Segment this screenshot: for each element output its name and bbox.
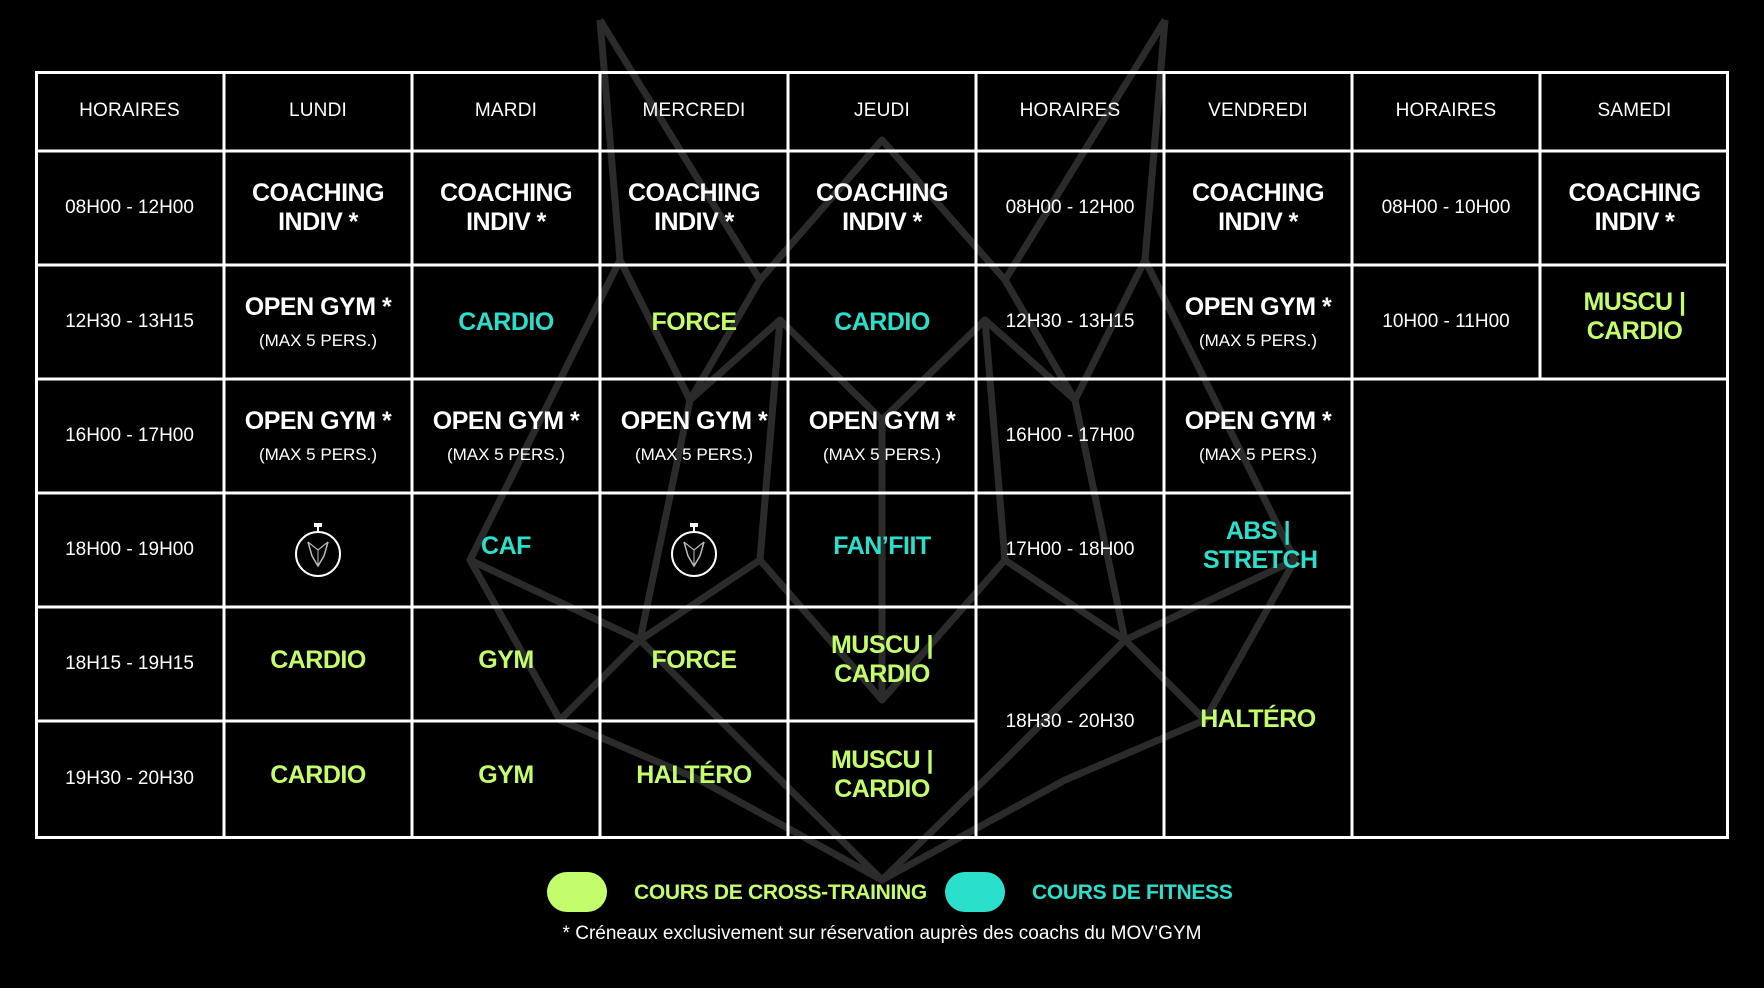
class-cell bbox=[788, 265, 976, 379]
class-cell bbox=[788, 721, 976, 837]
class-name: HALTÉRO bbox=[636, 760, 752, 789]
class-cell bbox=[600, 151, 788, 265]
fitness-swatch bbox=[945, 872, 1005, 912]
class-cell bbox=[788, 151, 976, 265]
class-cell bbox=[412, 721, 600, 837]
class-capacity: (MAX 5 PERS.) bbox=[1198, 445, 1318, 464]
class-capacity: (MAX 5 PERS.) bbox=[258, 445, 378, 464]
class-name: COACHING INDIV * bbox=[815, 179, 949, 236]
class-name: HALTÉRO bbox=[1200, 704, 1316, 733]
class-cell bbox=[224, 151, 412, 265]
class-cell bbox=[1164, 493, 1352, 607]
time-slot: 17H00 - 18H00 bbox=[1005, 539, 1135, 560]
header-horaires: HORAIRES bbox=[79, 100, 180, 121]
class-cell bbox=[600, 607, 788, 721]
class-cell bbox=[788, 607, 976, 721]
class-cell bbox=[412, 493, 600, 607]
class-cell bbox=[224, 607, 412, 721]
class-name: COACHING INDIV * bbox=[627, 179, 761, 236]
class-cell bbox=[600, 265, 788, 379]
header-lundi: LUNDI bbox=[288, 100, 347, 121]
time-slot: 18H15 - 19H15 bbox=[65, 653, 194, 674]
class-name: MUSCU | CARDIO bbox=[830, 631, 934, 688]
time-slot: 08H00 - 12H00 bbox=[1005, 197, 1135, 218]
time-slot: 18H30 - 20H30 bbox=[1005, 711, 1135, 732]
class-name: OPEN GYM * bbox=[1184, 293, 1332, 321]
header-mardi: MARDI bbox=[474, 100, 538, 121]
class-cell bbox=[1540, 265, 1729, 379]
time-slot: 19H30 - 20H30 bbox=[65, 768, 194, 789]
class-name: FORCE bbox=[651, 307, 737, 336]
class-name: FAN’FIIT bbox=[833, 531, 931, 560]
class-name: COACHING INDIV * bbox=[439, 179, 573, 236]
class-name: CARDIO bbox=[458, 307, 554, 336]
class-cell bbox=[412, 607, 600, 721]
cross-training-swatch bbox=[547, 872, 607, 912]
class-cell bbox=[600, 379, 788, 493]
wolf-stopwatch-icon bbox=[668, 522, 720, 578]
class-name: ABS | STRETCH bbox=[1203, 517, 1318, 574]
class-cell bbox=[224, 721, 412, 837]
time-slot: 08H00 - 10H00 bbox=[1381, 197, 1511, 218]
time-slot: 16H00 - 17H00 bbox=[65, 425, 194, 446]
class-cell bbox=[1164, 379, 1352, 493]
footnote: * Créneaux exclusivement sur réservation auprès des coachs du MOV’GYM bbox=[562, 923, 1202, 944]
class-cell bbox=[600, 721, 788, 837]
class-name: CARDIO bbox=[834, 307, 930, 336]
class-cell bbox=[1540, 151, 1729, 265]
class-cell bbox=[224, 493, 412, 607]
class-name: GYM bbox=[478, 760, 534, 789]
class-cell bbox=[600, 493, 788, 607]
legend-fitness-label: COURS DE FITNESS bbox=[1032, 881, 1233, 904]
class-name: OPEN GYM * bbox=[620, 407, 768, 435]
header-horaires-samedi: HORAIRES bbox=[1395, 100, 1497, 121]
class-name: MUSCU | CARDIO bbox=[830, 746, 934, 803]
time-slot: 10H00 - 11H00 bbox=[1382, 311, 1510, 332]
time-slot: 12H30 - 13H15 bbox=[65, 311, 194, 332]
class-name: OPEN GYM * bbox=[432, 407, 580, 435]
class-name: COACHING INDIV * bbox=[251, 179, 385, 236]
class-cell bbox=[224, 379, 412, 493]
class-capacity: (MAX 5 PERS.) bbox=[822, 445, 942, 464]
class-capacity: (MAX 5 PERS.) bbox=[634, 445, 754, 464]
header-horaires-vendredi: HORAIRES bbox=[1019, 100, 1121, 121]
class-cell bbox=[224, 265, 412, 379]
class-capacity: (MAX 5 PERS.) bbox=[446, 445, 566, 464]
class-cell bbox=[1164, 607, 1352, 837]
class-name: CARDIO bbox=[270, 645, 366, 674]
class-name: OPEN GYM * bbox=[808, 407, 956, 435]
class-cell bbox=[1164, 151, 1352, 265]
class-name: OPEN GYM * bbox=[1184, 407, 1332, 435]
header-samedi: SAMEDI bbox=[1597, 100, 1672, 121]
class-name: OPEN GYM * bbox=[244, 293, 392, 321]
class-cell bbox=[412, 379, 600, 493]
time-slot: 12H30 - 13H15 bbox=[1005, 311, 1135, 332]
time-slot: 18H00 - 19H00 bbox=[65, 539, 194, 560]
time-slot: 08H00 - 12H00 bbox=[65, 197, 194, 218]
class-capacity: (MAX 5 PERS.) bbox=[258, 331, 378, 350]
class-name: CAF bbox=[481, 531, 531, 560]
header-mercredi: MERCREDI bbox=[642, 100, 746, 121]
legend-cross-training-label: COURS DE CROSS-TRAINING bbox=[634, 881, 927, 904]
legend bbox=[0, 872, 1764, 912]
header-vendredi: VENDREDI bbox=[1208, 100, 1308, 121]
class-name: FORCE bbox=[651, 645, 737, 674]
class-name: MUSCU | CARDIO bbox=[1583, 288, 1686, 345]
class-name: OPEN GYM * bbox=[244, 407, 392, 435]
class-cell bbox=[788, 493, 976, 607]
class-name: COACHING INDIV * bbox=[1568, 179, 1701, 236]
class-cell bbox=[412, 151, 600, 265]
class-name: GYM bbox=[478, 645, 534, 674]
class-cell bbox=[412, 265, 600, 379]
class-cell bbox=[788, 379, 976, 493]
class-name: CARDIO bbox=[270, 760, 366, 789]
schedule-table bbox=[35, 71, 1729, 839]
wolf-stopwatch-icon bbox=[292, 522, 344, 578]
class-capacity: (MAX 5 PERS.) bbox=[1198, 331, 1318, 350]
class-cell bbox=[1164, 265, 1352, 379]
header-jeudi: JEUDI bbox=[854, 100, 910, 121]
class-name: COACHING INDIV * bbox=[1191, 179, 1325, 236]
time-slot: 16H00 - 17H00 bbox=[1005, 425, 1135, 446]
